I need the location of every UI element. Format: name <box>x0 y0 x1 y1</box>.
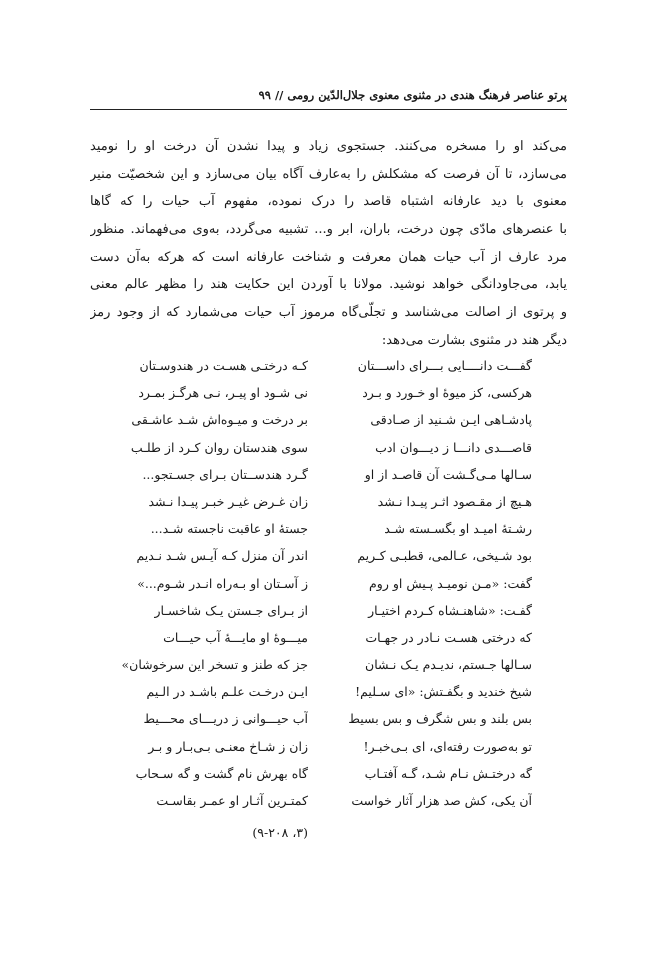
second-hemistich: زان غـرض غیـر خبـر پیـدا نـشد <box>148 493 308 509</box>
first-hemistich: گه درختـش نـام شـد، گـه آفتـاب <box>364 765 532 781</box>
second-hemistich: زان ز شـاخ معنـی بـی‌بـار و بـر <box>148 738 308 754</box>
second-hemistich: اندر آن منزل کـه آیـس شـد نـدیم <box>136 548 308 564</box>
poem-couplet <box>112 760 532 787</box>
first-hemistich: گفـــت دانــــایی بـــرای داســـتان <box>357 358 532 373</box>
second-hemistich: جستهٔ او عاقبت ناجسته شـد... <box>150 521 308 537</box>
poem-couplet <box>112 434 532 461</box>
first-hemistich: رشـتهٔ امیـد او بگسـسته شـد <box>384 521 532 537</box>
body-paragraph <box>90 133 567 355</box>
second-hemistich: گـرد هندســتان بـرای جسـتجو... <box>142 466 308 482</box>
paragraph-line: می‌سازد، تا آن فرصت که مشکلش را به‌عارف آگاه بیان می‌سازد و این شخصیّت منیر <box>90 166 567 182</box>
second-hemistich: نی شـود او پیـر، نـی هرگـز بمـرد <box>138 385 308 401</box>
poem-couplet <box>112 678 532 705</box>
poem-couplet <box>112 624 532 651</box>
paragraph-line: مرد عارف از آب حیات همان معرفت و شناخت عارفانه است که هرکه به‌آن دست <box>90 249 567 265</box>
second-hemistich: از بـرای جـستن یـک شاخسـار <box>154 602 308 618</box>
poem-couplet <box>112 705 532 732</box>
first-hemistich: سـالها مـی‌گـشت آن قاصـد از او <box>364 466 532 482</box>
second-hemistich: آب حیـــوانی ز دریـــای محـــیط <box>143 711 308 727</box>
poem-couplet <box>112 488 532 515</box>
poem-couplet <box>112 787 532 814</box>
first-hemistich: آن یکی، کش صد هزار آثار خواست <box>351 793 532 808</box>
first-hemistich: سـالها جـستم، ندیـدم یـک نـشان <box>365 657 532 673</box>
poem-block <box>112 352 532 814</box>
poem-couplet <box>112 733 532 760</box>
second-hemistich: ایـن درخـت علـم باشـد در الـیم <box>146 684 308 700</box>
paragraph-line: معنوی با دید عارفانه اشتباه قاصد را درک نموده، مفهوم آب حیات را که گاها <box>90 194 567 210</box>
second-hemistich: جز که طنز و تسخر این سرخوشان» <box>121 657 308 673</box>
running-header: پرتو عناصر فرهنگ هندی در مثنوی معنوی جلال‌الدّین رومی // ۹۹ <box>258 88 567 102</box>
second-hemistich: گاه بهرش نام گشت و گه سـحاب <box>135 765 308 781</box>
second-hemistich: سوی هندستان روان کـرد از طلـب <box>130 439 308 455</box>
second-hemistich: کمتـرین آثـار او عمـر بقاسـت <box>156 793 308 808</box>
poem-couplet <box>112 352 532 379</box>
first-hemistich: هرکسی، کز میوهٔ او خـورد و بـرد <box>362 385 532 401</box>
paragraph-line: و پرتوی از اصالت می‌شناسد و تجلّی‌گاه مرموز آب حیات می‌شمارد که از وجود رمز <box>90 305 567 321</box>
poem-couplet <box>112 542 532 569</box>
first-hemistich: شیخ خندید و بگفـتش: «ای سـلیم! <box>355 684 532 700</box>
first-hemistich: تو به‌صورت رفته‌ای، ای بـی‌خبـر! <box>363 738 532 754</box>
second-hemistich: بر درخت و میـوه‌اش شـد عاشـقی <box>131 412 308 428</box>
first-hemistich: بود شـیخی، عـالمی، قطبـی کـریم <box>357 548 532 564</box>
second-hemistich: میـــوهٔ او مایـــهٔ آب حیـــات <box>163 629 308 645</box>
first-hemistich: گفـت: «شاهنـشاه کـردم اختیـار <box>368 602 532 618</box>
paragraph-line: با عنصرهای مادّی چون درخت، باران، ابر و... تشبیه می‌گردد، به‌وی می‌فهماند. منظور <box>90 222 567 238</box>
poem-couplet <box>112 461 532 488</box>
second-hemistich: کـه درختـی هسـت در هندوسـتان <box>139 358 308 373</box>
poem-citation: (۳، ۹-۲۰۸) <box>252 825 308 840</box>
first-hemistich: پادشـاهی ایـن شـنید از صـادقی <box>370 412 532 428</box>
paragraph-line: می‌کند او را مسخره می‌کنند. جستجوی زیاد و پیدا نشدن آن درخت او را نومید <box>90 139 567 154</box>
first-hemistich: بس بلند و بس شگرف و بس بسیط <box>348 711 532 727</box>
header-divider <box>90 109 567 110</box>
first-hemistich: هـیچ از مقـصود اثـر پیـدا نـشد <box>377 493 532 509</box>
poem-couplet <box>112 406 532 433</box>
first-hemistich: که درختی هسـت نـادر در جهـات <box>365 629 532 645</box>
poem-couplet <box>112 651 532 678</box>
paragraph-line: دیگر هند در مثنوی بشارت می‌دهد: <box>381 332 567 348</box>
second-hemistich: ز آسـتان او بـه‌راه انـدر شـوم...» <box>137 575 308 591</box>
poem-couplet <box>112 597 532 624</box>
poem-couplet <box>112 570 532 597</box>
paragraph-line: یابد، می‌جاودانگی خواهد نوشید. مولانا با آوردن این حکایت هند را مظهر عالم معنی <box>90 277 567 293</box>
first-hemistich: قاصـــدی دانـــا ز دیـــوان ادب <box>375 439 532 455</box>
first-hemistich: گفت: «مـن نومیـد پـیش او روم <box>369 575 532 591</box>
poem-couplet <box>112 379 532 406</box>
poem-couplet <box>112 515 532 542</box>
